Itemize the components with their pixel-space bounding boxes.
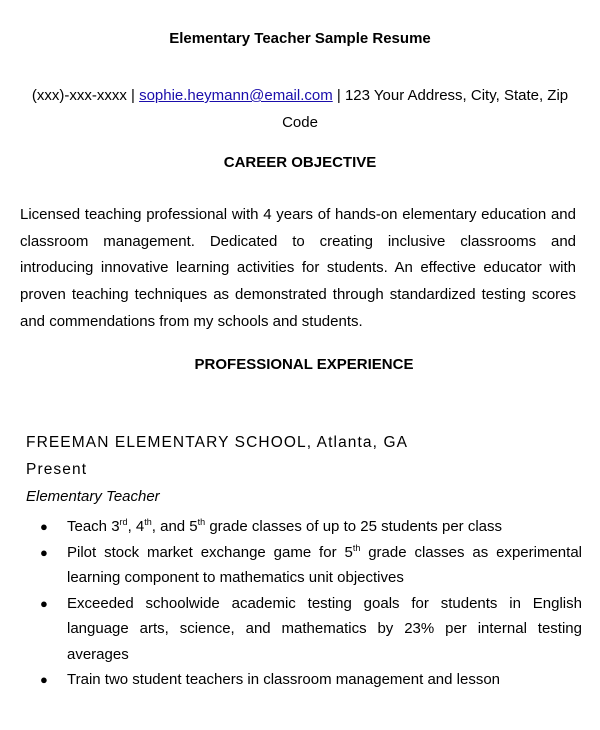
address: 123 Your Address, City, State, Zip Code	[282, 87, 569, 131]
list-item	[0, 514, 600, 540]
bullet-text: Pilot stock market exchange game for 5	[67, 543, 353, 561]
bullet-icon: ●	[40, 672, 48, 687]
ordinal-suffix: th	[144, 517, 152, 527]
resume-title: Elementary Teacher Sample Resume	[169, 30, 431, 47]
phone-number: (xxx)-xxx-xxxx	[31, 87, 127, 104]
ordinal-suffix: th	[197, 517, 206, 527]
bullet-text: Exceeded schoolwide academic testing goals for students in English language arts, science, and mathematics by 23% per internal testing averages	[67, 594, 582, 663]
list-item	[0, 591, 600, 668]
employer-name: FREEMAN ELEMENTARY SCHOOL, Atlanta, GA	[26, 434, 409, 451]
responsibilities-list	[0, 514, 600, 693]
contact-separator: |	[332, 87, 345, 104]
bullet-text: Train two student teachers in classroom management and lesson	[67, 671, 501, 688]
contact-separator: |	[126, 87, 140, 104]
ordinal-suffix: th	[352, 542, 361, 553]
bullet-text: , 4	[127, 518, 145, 535]
bullet-text: grade classes of up to 25 students per class	[205, 518, 502, 535]
career-objective-text: Licensed teaching professional with 4 years of hands-on elementary education and classroom management. Dedicated to creating inclusive classrooms and introducing innovative learning activities for students. An effective educator with proven teaching techniques as demonstrated through standardized testing scores and commendations from my schools and students.	[20, 206, 576, 330]
email-link[interactable]: sophie.heymann@email.com	[139, 87, 333, 104]
bullet-icon: ●	[40, 595, 48, 611]
bullet-text: , and 5	[151, 518, 198, 535]
contact-line	[20, 82, 580, 136]
bullet-icon: ●	[40, 544, 48, 560]
career-objective-heading: CAREER OBJECTIVE	[223, 154, 377, 171]
ordinal-suffix: rd	[119, 517, 128, 527]
list-item	[0, 667, 600, 693]
list-item	[0, 540, 600, 591]
employment-period: Present	[26, 461, 88, 478]
bullet-text: Teach 3	[67, 518, 120, 535]
bullet-icon: ●	[40, 519, 48, 534]
professional-experience-heading: PROFESSIONAL EXPERIENCE	[194, 356, 414, 373]
job-title: Elementary Teacher	[26, 488, 160, 505]
bullet-text: grade classes as experimental learning component to mathematics unit objectives	[67, 543, 582, 586]
